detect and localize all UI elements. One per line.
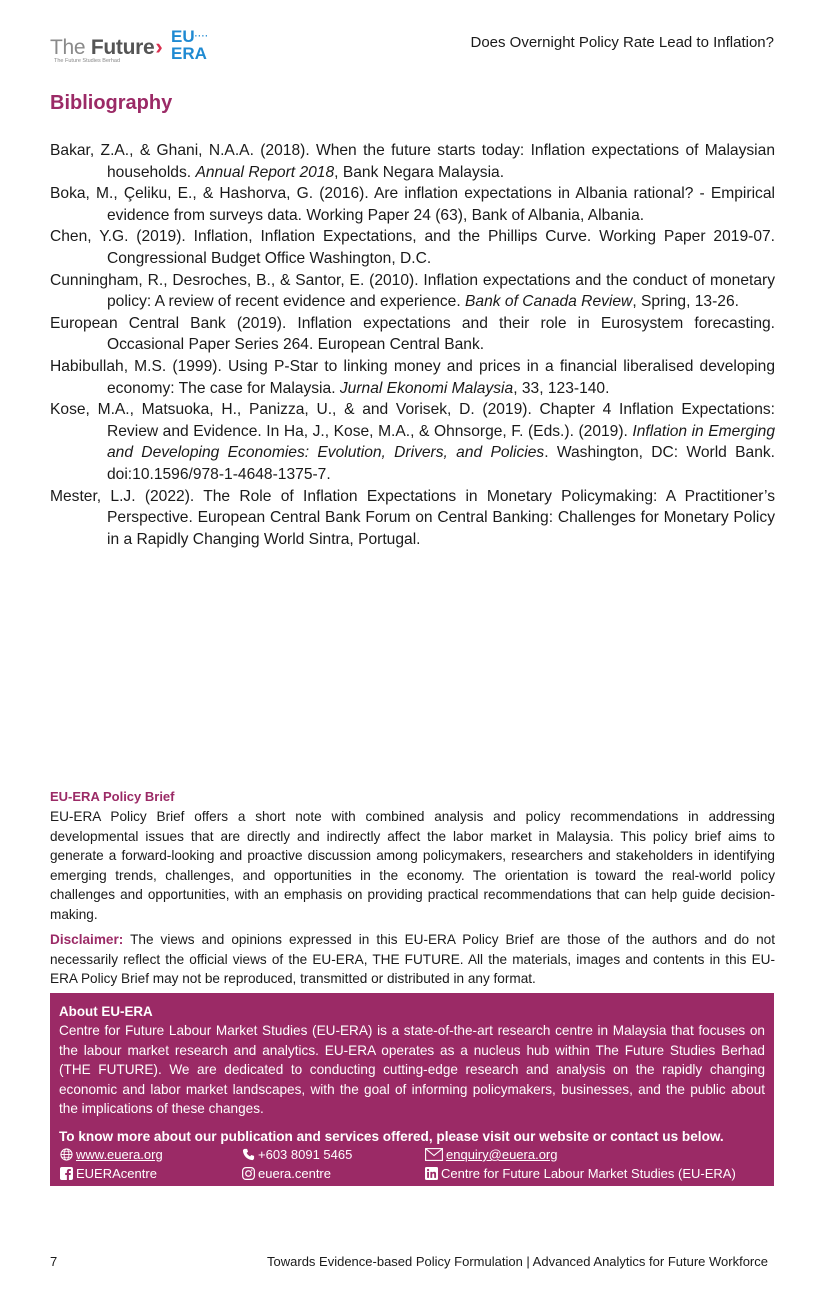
bibliography-entry [50,226,775,269]
bibliography-entry [50,140,775,183]
contact-instagram[interactable] [241,1165,424,1183]
about-heading: About EU-ERA [59,1004,153,1019]
entry-text-end: , Bank Negara Malaysia. [334,163,505,181]
entry-text: Bakar, Z.A., & Ghani, N.A.A. (2018). When the future starts today: Inflation expectations of Malaysian households. [50,142,775,181]
logo-the: The [50,36,86,59]
linkedin-handle: Centre for Future Labour Market Studies (EU-ERA) [441,1165,736,1181]
footer-tagline: Towards Evidence-based Policy Formulation | Advanced Analytics for Future Workforce [267,1254,768,1269]
entry-text: Boka, M., Çeliku, E., & Hashorva, G. (2016). Are inflation expectations in Albania rational? - Empirical evidence from surveys data. Working Paper 24 (63), Bank of Albania, Albania. [50,185,775,224]
contact-facebook[interactable] [59,1165,241,1183]
euera-logo [171,28,209,62]
the-future-logo [50,28,230,68]
phone-icon [241,1148,256,1162]
bibliography-entry [50,270,775,313]
bibliography-entry [50,399,775,485]
about-text: Centre for Future Labour Market Studies (EU-ERA) is a state-of-the-art research centre in Malaysia that focuses on the labour market research and analytics. EU-ERA operates as a nucleus hub within The Future Studies Berhad (THE FUTURE). We are dedicated to conducting cutting-edge research and analysis on the rapidly changing economic and labor market landscapes, with the goal of informing policymakers, businesses, and the public about the implications of these changes. [59,1023,765,1117]
instagram-handle: euera.centre [258,1165,331,1181]
entry-text: European Central Bank (2019). Inflation expectations and their role in Eurosystem forecasting. Occasional Paper Series 264. European Central Bank. [50,314,775,354]
disclaimer [50,930,775,989]
website-link[interactable]: www.euera.org [76,1146,163,1162]
policy-brief-text: EU-ERA Policy Brief offers a short note with combined analysis and policy recommendations in addressing developmental issues that are directly and indirectly affect the labor market in Malaysia. This policy brief aims to generate a forward-looking and proactive discussion among policymakers, researchers and stakeholders in identifying emerging trends, challenges, and opportunities in the economy. The orientation is toward the real-world policy challenges and opportunities, with an emphasis on providing practical recommendations that can help guide decision-making. [50,809,775,922]
document-title: Does Overnight Policy Rate Lead to Inflation? [470,34,774,51]
disclaimer-label: Disclaimer: [50,932,124,947]
about-euera-box [50,993,774,1186]
linkedin-icon [424,1167,439,1181]
entry-italic: Annual Report 2018 [195,163,335,181]
euera-logo-dots: ···· [194,31,209,41]
bibliography-list [50,140,775,550]
entry-text-end: , Spring, 13-26. [632,293,739,311]
contact-email[interactable] [424,1146,765,1164]
contact-website[interactable] [59,1146,241,1164]
instagram-icon [241,1167,256,1181]
logo-subtitle: The Future Studies Berhad [54,58,121,64]
euera-logo-top: EU [171,27,195,46]
policy-brief-heading: EU-ERA Policy Brief [50,789,175,804]
globe-icon [59,1148,74,1162]
bibliography-entry [50,356,775,399]
contact-grid [59,1146,765,1183]
logo-wordmark [50,34,162,60]
entry-text-end: , 33, 123-140. [513,379,610,397]
entry-text-end: . Washington, DC: World Bank. doi:10.1596/978-1-4648-1375-7. [107,444,775,483]
entry-text: Kose, M.A., Matsuoka, H., Panizza, U., & and Vorisek, D. (2019). Chapter 4 Inflation Expectations: Review and Evidence. In Ha, J., Kose, M.A., & Ohnsorge, F. (Eds.). (2019). [50,401,775,440]
facebook-icon [59,1167,74,1181]
contact-phone[interactable] [241,1146,424,1164]
logo-future: Future [90,36,155,59]
contact-linkedin[interactable] [424,1165,765,1183]
phone-number: +603 8091 5465 [258,1146,353,1162]
euera-logo-bottom: ERA [171,44,207,63]
contact-call-to-action: To know more about our publication and services offered, please visit our website or contact us below. [59,1128,724,1144]
bibliography-entry [50,183,775,226]
bibliography-entry [50,313,775,356]
facebook-handle: EUERAcentre [76,1165,157,1181]
entry-text: Habibullah, M.S. (1999). Using P-Star to linking money and prices in a financial liberalised developing economy: The case for Malaysia. [50,357,775,397]
entry-text: Cunningham, R., Desroches, B., & Santor, E. (2010). Inflation expectations and the conduct of monetary policy: A review of recent evidence and experience. [50,271,775,311]
email-icon [424,1148,444,1162]
entry-text: Mester, L.J. (2022). The Role of Inflation Expectations in Monetary Policymaking: A Practitioner’s Perspective. European Central Bank Forum on Central Banking: Challenges for Monetary Policy in a Rapidly Changing World Sintra, Portugal. [50,487,775,548]
entry-text: Chen, Y.G. (2019). Inflation, Inflation Expectations, and the Phillips Curve. Working Paper 2019-07. Congressional Budget Office Washington, D.C. [50,228,775,267]
disclaimer-text: The views and opinions expressed in this EU-ERA Policy Brief are those of the authors and do not necessarily reflect the official views of the EU-ERA, THE FUTURE. All the materials, images and contents in this EU-ERA Policy Brief may not be reproduced, transmitted or distributed in any format. [50,932,775,987]
bibliography-heading: Bibliography [50,92,173,114]
bibliography-entry [50,486,775,551]
page-number: 7 [50,1254,58,1269]
email-link[interactable]: enquiry@euera.org [446,1146,558,1162]
logo-chevron-icon: › [155,34,163,59]
entry-italic: Bank of Canada Review [465,293,633,311]
entry-italic: Inflation in Emerging and Developing Economies: Evolution, Drivers, and Policies [107,422,776,462]
entry-italic: Jurnal Ekonomi Malaysia [339,379,514,397]
